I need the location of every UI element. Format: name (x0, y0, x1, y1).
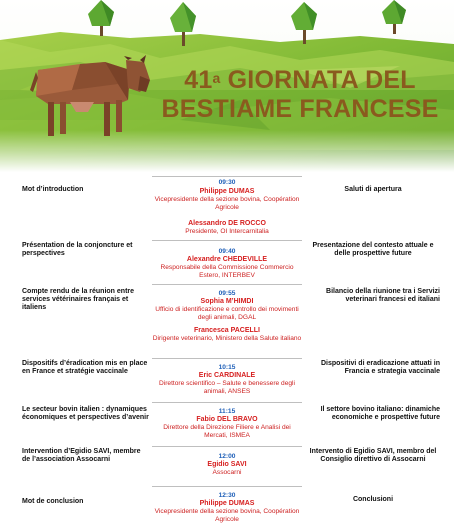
speaker-name: Alexandre CHEDEVILLE (186, 256, 268, 263)
speaker-name: Alessandro DE ROCCO (188, 220, 266, 227)
agenda (0, 176, 454, 528)
row-divider (152, 486, 302, 487)
topic-fr: Présentation de la conjoncture et perspectives (22, 242, 133, 258)
topic-it: Bilancio della riunione tra i Servizi veterinari francesi ed italiani (326, 288, 440, 304)
time-slot: 11:15 (218, 408, 236, 415)
time-slot: 09:30 (218, 179, 236, 186)
title-line1: GIORNATA DEL (220, 66, 416, 94)
speaker (152, 256, 302, 279)
row-divider (152, 402, 302, 403)
speaker (152, 416, 302, 439)
speaker-name: Philippe DUMAS (199, 188, 255, 195)
topic-it: Dispositivi di eradicazione attuati in Francia e strategia vaccinale (320, 360, 440, 376)
speaker-role: Direttore scientifico – Salute e benessere degli animali, ANSES (159, 380, 295, 395)
speaker-name: Francesca PACELLI (193, 327, 260, 334)
topic-fr: Intervention d’Egidio SAVI, membre de l’association Assocarni (22, 448, 141, 464)
topic-it: Saluti di apertura (344, 186, 402, 193)
speaker-role: Dirigente veterinario, Ministero della Salute italiano (152, 335, 302, 342)
time-slot: 10:15 (218, 364, 236, 371)
speaker-role: Ufficio di identificazione e controllo dei movimenti degli animali, DGAL (155, 306, 299, 321)
hero-banner (0, 0, 454, 172)
speaker (152, 461, 302, 477)
row-divider (152, 176, 302, 177)
speaker (152, 220, 302, 236)
topic-it: Presentazione del contesto attuale e delle prospettive future (312, 242, 434, 258)
row-divider (152, 358, 302, 359)
topic-fr: Le secteur bovin italien : dynamiques économiques et perspectives d’avenir (22, 406, 149, 422)
title-ordinal: a (212, 70, 221, 86)
topic-fr: Mot d’introduction (22, 186, 84, 193)
speaker-role: Vicepresidente della sezione bovina, Coopération Agricole (154, 196, 300, 211)
speaker-name: Fabio DEL BRAVO (196, 416, 258, 423)
speaker-name: Sophia M’HIMDI (200, 298, 254, 305)
time-slot: 12:30 (218, 492, 236, 499)
speaker-name: Philippe DUMAS (199, 500, 255, 507)
row-divider (152, 446, 302, 447)
speaker-role: Assocarni (212, 469, 242, 476)
speaker (152, 327, 302, 343)
speaker (152, 298, 302, 321)
time-slot: 12:00 (218, 453, 236, 460)
speaker (152, 500, 302, 523)
topic-fr: Mot de conclusion (22, 498, 84, 505)
speaker-role: Responsabile della Commissione Commercio Estero, INTERBEV (160, 264, 294, 279)
title-number: 41 (184, 66, 213, 94)
title-line2: BESTIAME FRANCESE (161, 95, 439, 123)
speaker (152, 372, 302, 395)
speaker-role: Presidente, OI Intercarnitalia (185, 228, 269, 235)
time-slot: 09:40 (218, 248, 236, 255)
time-slot: 09:55 (218, 290, 236, 297)
row-divider (152, 284, 302, 285)
topic-fr: Compte rendu de la réunion entre services vétérinaires français et italiens (22, 288, 135, 312)
speaker-name: Eric CARDINALE (198, 372, 256, 379)
topic-it: Il settore bovino italiano: dinamiche economiche e prospettive future (320, 406, 440, 422)
row-divider (152, 240, 302, 241)
topic-it: Intervento di Egidio SAVI, membro del Consiglio direttivo di Assocarni (309, 448, 437, 464)
speaker (152, 188, 302, 211)
speaker-name: Egidio SAVI (207, 461, 247, 468)
topic-fr: Dispositifs d’éradication mis en place en France et stratégie vaccinale (22, 360, 148, 376)
topic-it: Conclusioni (352, 496, 394, 503)
page-title (150, 66, 450, 124)
speaker-role: Direttore della Direzione Filiere e Analisi dei Mercati, ISMEA (163, 424, 291, 439)
speaker-role: Vicepresidente della sezione bovina, Coopération Agricole (154, 508, 300, 523)
